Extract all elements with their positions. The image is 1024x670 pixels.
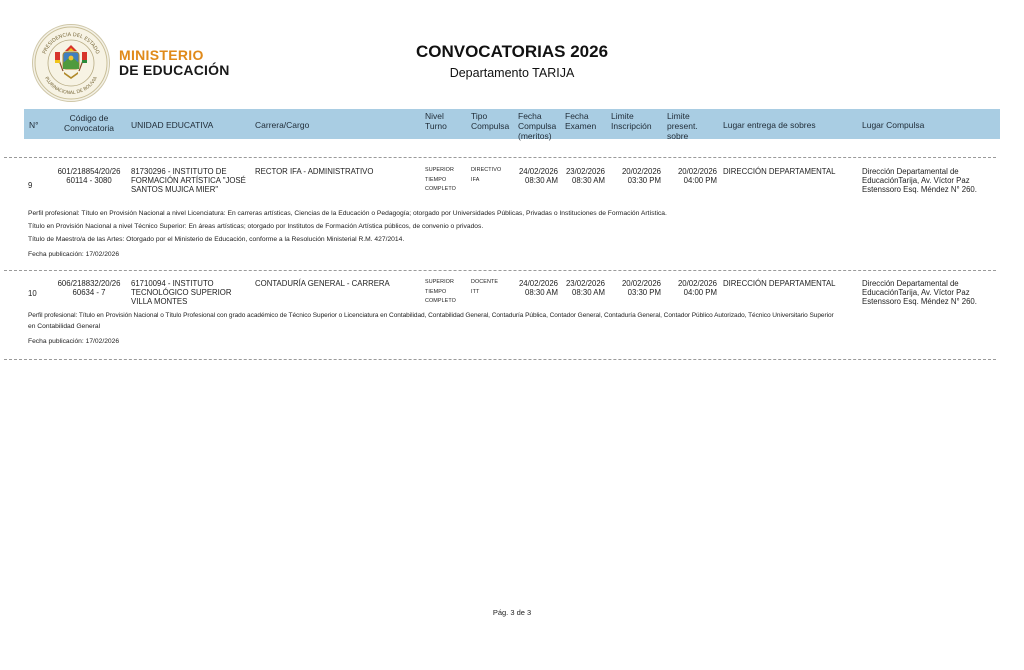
row-nivel: SUPERIOR TIEMPO COMPLETO — [425, 167, 456, 192]
row-divider — [4, 270, 996, 271]
col-header-codigo: Código de Convocatoria — [63, 113, 115, 133]
col-header-limite-inscripcion: Limite Inscripción — [611, 111, 652, 131]
col-header-lugar-compulsa: Lugar Compulsa — [862, 120, 925, 130]
row-perfil-line: en Contabilidad General — [28, 323, 101, 330]
row-num: 10 — [28, 289, 37, 298]
row-tipo: DIRECTIVO IFA — [471, 167, 502, 183]
row-lugar-entrega: DIRECCIÓN DEPARTAMENTAL — [723, 279, 836, 288]
seal-ring-bottom-text: PLURINACIONAL DE BOLIVIA — [43, 76, 99, 97]
row-fecha-compulsa: 24/02/2026 08:30 AM — [518, 167, 558, 185]
row-unidad: 81730296 - INSTITUTO DE FORMACIÓN ARTÍSTICA "JOSÉ SANTOS MUJICA MIER" — [131, 167, 246, 194]
row-codigo: 601/218854/20/26 60114 - 3080 — [57, 167, 121, 185]
row-unidad: 61710094 - INSTITUTO TECNOLÓGICO SUPERIOR VILLA MONTES — [131, 279, 232, 306]
ministry-line2: DE EDUCACIÓN — [119, 62, 230, 78]
ministry-line1: MINISTERIO — [119, 47, 204, 63]
row-limite-inscripcion: 20/02/2026 03:30 PM — [621, 167, 661, 185]
row-perfil-line: Título en Provisión Nacional a nivel Técnico Superior: En áreas artísticas; otorgado por Institutos de Formación Artística públicos, de convenio o privados. — [28, 223, 484, 230]
row-limite-sobre: 20/02/2026 04:00 PM — [677, 279, 717, 297]
row-limite-sobre: 20/02/2026 04:00 PM — [677, 167, 717, 185]
row-fecha-compulsa: 24/02/2026 08:30 AM — [518, 279, 558, 297]
row-limite-inscripcion: 20/02/2026 03:30 PM — [621, 279, 661, 297]
row-fecha-publicacion: Fecha publicación: 17/02/2026 — [28, 251, 120, 258]
col-header-fecha-examen: Fecha Examen — [565, 111, 597, 131]
col-header-num: N° — [29, 120, 39, 130]
row-carrera: RECTOR IFA - ADMINISTRATIVO — [255, 167, 374, 176]
row-nivel: SUPERIOR TIEMPO COMPLETO — [425, 279, 456, 304]
ministry-wordmark — [119, 48, 230, 78]
row-lugar-entrega: DIRECCIÓN DEPARTAMENTAL — [723, 167, 836, 176]
row-lugar-compulsa: Dirección Departamental de EducaciónTarija, Av. Víctor Paz Estenssoro Esq. Méndez N° 260. — [862, 279, 977, 306]
col-header-unidad: UNIDAD EDUCATIVA — [131, 120, 214, 130]
col-header-tipo: Tipo Compulsa — [471, 111, 510, 131]
row-fecha-examen: 23/02/2026 08:30 AM — [565, 167, 605, 185]
page-title: CONVOCATORIAS 2026 — [415, 42, 609, 61]
row-perfil-line: Perfil profesional: Título en Provisión Nacional a nivel Licenciatura: En carreras artísticas, Ciencias de la Educación o Pedagogía; otorgado por Universidades Públicas, Privadas o Instituciones de Formación Artística. — [28, 210, 667, 217]
row-perfil-line: Perfil profesional: Título en Provisión Nacional o Título Profesional con grado académico de Técnico Superior o Licenciatura en Contabilidad, Contabilidad General, Contaduría Pública, Contador General, Contaduría General, Contador Público Autorizado, Técnico Universitario Superior — [28, 312, 834, 319]
col-header-carrera: Carrera/Cargo — [255, 120, 310, 130]
page-number: Pág. 3 de 3 — [492, 608, 532, 617]
row-carrera: CONTADURÍA GENERAL - CARRERA — [255, 279, 390, 288]
row-tipo: DOCENTE ITT — [471, 279, 499, 295]
row-lugar-compulsa: Dirección Departamental de EducaciónTarija, Av. Víctor Paz Estenssoro Esq. Méndez N° 260. — [862, 167, 977, 194]
col-header-fecha-compulsa: Fecha Compulsa (meritos) — [518, 111, 557, 141]
row-perfil-line: Título de Maestro/a de las Artes: Otorgado por el Ministerio de Educación, conforme a la Resolución Ministerial R.M. 427/2014. — [28, 236, 405, 243]
seal-ring-top-text: PRESIDENCIA DEL ESTADO — [41, 31, 101, 56]
row-codigo: 606/218832/20/26 60634 - 7 — [57, 279, 121, 297]
page-subtitle: Departamento TARIJA — [449, 66, 575, 80]
row-divider — [4, 359, 996, 360]
row-fecha-publicacion: Fecha publicación: 17/02/2026 — [28, 338, 120, 345]
col-header-limite-sobre: Limite present. sobre — [667, 111, 698, 141]
row-divider — [4, 157, 996, 158]
col-header-lugar-entrega: Lugar entrega de sobres — [723, 120, 816, 130]
col-header-nivel: Nivel Turno — [425, 111, 447, 131]
row-fecha-examen: 23/02/2026 08:30 AM — [565, 279, 605, 297]
ministry-seal-logo — [32, 24, 110, 102]
row-num: 9 — [28, 181, 33, 190]
